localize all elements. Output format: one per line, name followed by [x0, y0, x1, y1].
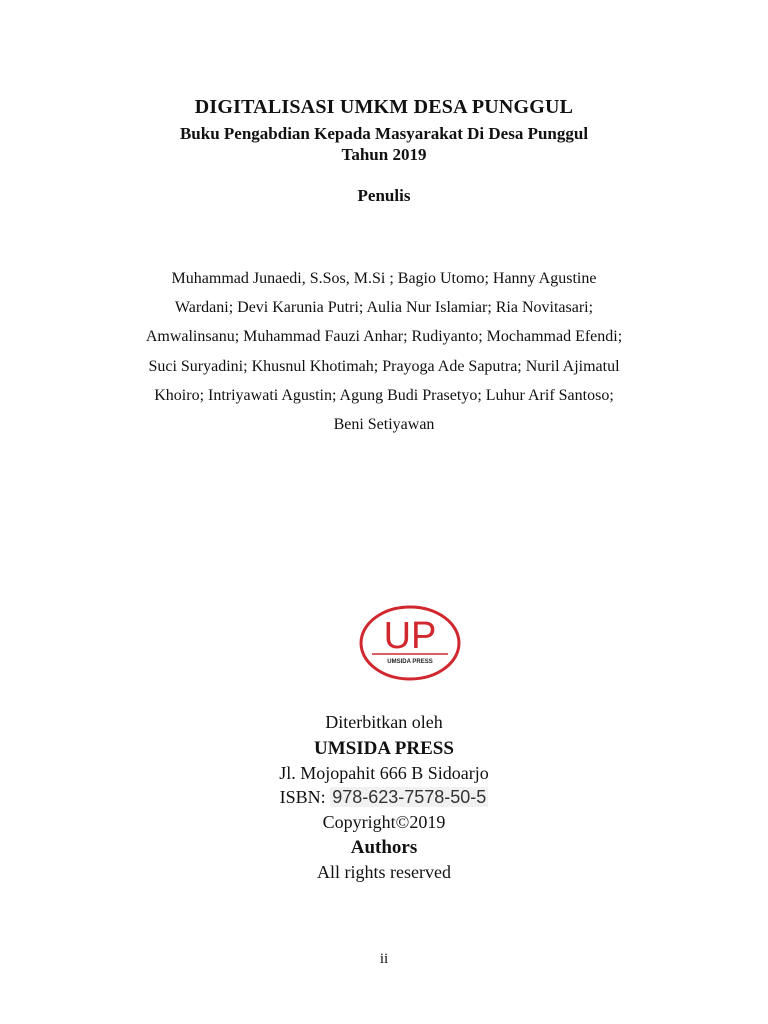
author-line: Amwalinsanu; Muhammad Fauzi Anhar; Rudiyanto; Mochammad Efendi; — [145, 328, 623, 346]
copyright-line: Copyright©2019 — [322, 812, 446, 832]
author-line: Muhammad Junaedi, S.Sos, M.Si ; Bagio Utomo; Hanny Agustine — [171, 270, 597, 287]
published-by-label: Diterbitkan oleh — [325, 712, 443, 732]
umsida-press-logo — [357, 603, 463, 683]
author-line: Suci Suryadini; Khusnul Khotimah; Prayoga Ade Saputra; Nuril Ajimatul — [148, 357, 620, 375]
rights-line: All rights reserved — [317, 862, 451, 882]
isbn-line — [0, 787, 768, 808]
publisher-name: UMSIDA PRESS — [314, 738, 454, 759]
author-line: Beni Setiyawan — [333, 416, 435, 434]
isbn-label: ISBN: — [279, 787, 326, 807]
logo-caption: UMSIDA PRESS — [387, 659, 433, 665]
book-year: Tahun 2019 — [341, 145, 427, 164]
publisher-address: Jl. Mojopahit 666 B Sidoarjo — [279, 763, 489, 783]
authors-label: Authors — [350, 837, 418, 858]
isbn-number: 978-623-7578-50-5 — [332, 787, 487, 807]
author-line: Wardani; Devi Karunia Putri; Aulia Nur Islamiar; Ria Novitasari; — [174, 299, 594, 317]
writers-heading: Penulis — [357, 186, 411, 205]
logo-initials: UP — [383, 615, 437, 657]
author-list — [0, 264, 768, 439]
book-title: DIGITALISASI UMKM DESA PUNGGUL — [194, 96, 574, 118]
page-number: ii — [379, 951, 389, 967]
book-subtitle: Buku Pengabdian Kepada Masyarakat Di Desa Punggul — [179, 124, 589, 143]
author-line: Khoiro; Intriyawati Agustin; Agung Budi Prasetyo; Luhur Arif Santoso; — [154, 386, 614, 404]
